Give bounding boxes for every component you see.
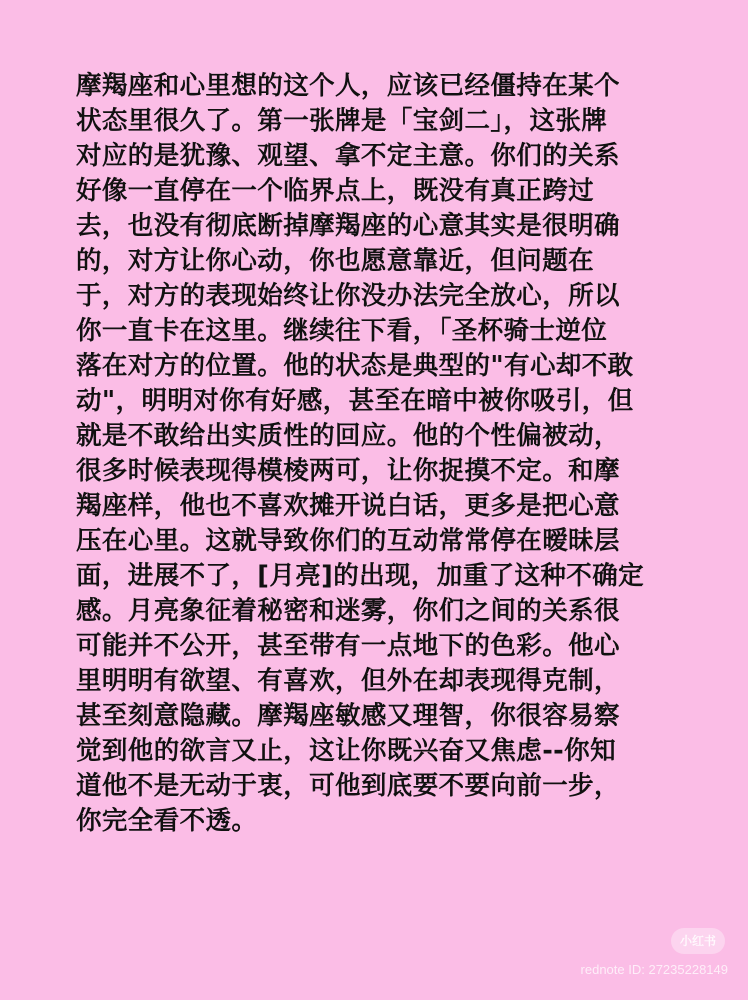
text-line: 状态里很久了。第一张牌是「宝剑二」，这张牌 — [76, 106, 608, 136]
article-body — [76, 69, 680, 839]
text-line: 道他不是无动于衷，可他到底要不要向前一步， — [76, 771, 620, 801]
text-line: 好像一直停在一个临界点上，既没有真正跨过 — [76, 176, 595, 206]
text-line: 里明明有欲望、有喜欢，但外在却表现得克制， — [76, 666, 620, 696]
text-line: 你完全看不透。 — [76, 806, 258, 836]
watermark-logo: 小红书 — [671, 928, 725, 954]
text-line: 甚至刻意隐藏。摩羯座敏感又理智，你很容易察 — [76, 701, 620, 731]
text-line: 可能并不公开，甚至带有一点地下的色彩。他心 — [76, 631, 620, 661]
text-line: 压在心里。这就导致你们的互动常常停在暧昧层 — [76, 526, 620, 556]
text-line: 对应的是犹豫、观望、拿不定主意。你们的关系 — [76, 141, 620, 171]
text-line: 摩羯座和心里想的这个人，应该已经僵持在某个 — [76, 71, 620, 101]
text-line: 你一直卡在这里。继续往下看，「圣杯骑士逆位 — [76, 316, 608, 346]
text-line: 的，对方让你心动，你也愿意靠近，但问题在 — [76, 246, 595, 276]
text-line: 感。月亮象征着秘密和迷雾，你们之间的关系很 — [76, 596, 620, 626]
text-line: 面，进展不了，[月亮]的出现，加重了这种不确定 — [76, 561, 645, 591]
text-line: 觉到他的欲言又止，这让你既兴奋又焦虑--你知 — [76, 736, 616, 766]
text-line: 落在对方的位置。他的状态是典型的"有心却不敢 — [76, 351, 634, 381]
text-line: 动"，明明对你有好感，甚至在暗中被你吸引，但 — [76, 386, 634, 416]
text-line: 很多时候表现得模棱两可，让你捉摸不定。和摩 — [76, 456, 620, 486]
text-line: 于，对方的表现始终让你没办法完全放心，所以 — [76, 281, 620, 311]
text-line: 去，也没有彻底断掉摩羯座的心意其实是很明确 — [76, 211, 620, 241]
watermark-id: rednote ID: 27235228149 — [580, 962, 728, 977]
text-line: 羯座样，他也不喜欢摊开说白话，更多是把心意 — [76, 491, 620, 521]
text-line: 就是不敢给出实质性的回应。他的个性偏被动， — [76, 421, 620, 451]
